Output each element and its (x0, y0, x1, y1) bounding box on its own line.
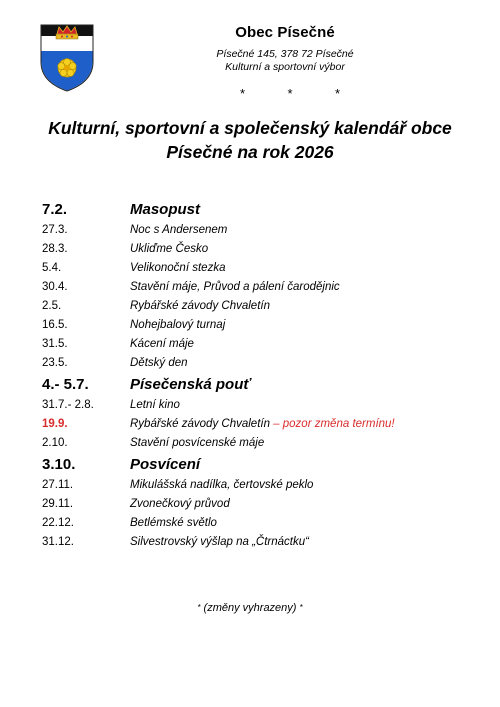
event-row (42, 297, 472, 316)
calendar-title (0, 116, 500, 164)
event-row (42, 354, 472, 373)
event-row-highlight (42, 373, 472, 396)
event-name (130, 316, 225, 335)
event-name-text: Kácení máje (130, 338, 194, 350)
event-name-text: Silvestrovský výšlap na „Čtrnáctku“ (130, 536, 309, 548)
organization-name: Obec Písečné (235, 24, 335, 41)
event-name-text: Rybářské závody Chvaletín (130, 418, 270, 430)
event-change-note: – pozor změna termínu! (269, 418, 395, 430)
event-name (130, 396, 180, 415)
event-name-text: Betlémské světlo (130, 517, 217, 529)
event-name (130, 453, 200, 476)
calendar-title-line-2: Písečné na rok 2026 (166, 142, 334, 162)
event-row (42, 533, 472, 552)
star-glyph: * (287, 86, 293, 101)
event-name (130, 297, 270, 316)
event-date: 27.3. (42, 224, 68, 236)
event-date: 2.5. (42, 300, 62, 312)
event-date: 4.- 5.7. (42, 376, 89, 393)
letterhead (190, 24, 380, 74)
event-name-text: Rybářské závody Chvaletín (130, 300, 270, 312)
event-name (130, 278, 340, 297)
event-name (130, 221, 227, 240)
event-date: 19.9. (42, 418, 68, 430)
event-row (42, 495, 472, 514)
event-name (130, 415, 395, 434)
star-glyph: * (334, 86, 340, 101)
event-name (130, 240, 208, 259)
event-name-text: Noc s Andersenem (130, 224, 228, 236)
coat-of-arms-icon (40, 24, 94, 92)
event-row (42, 240, 472, 259)
event-row-highlight (42, 198, 472, 221)
event-name (130, 259, 225, 278)
event-row (42, 259, 472, 278)
event-row-highlight (42, 453, 472, 476)
event-date: 29.11. (42, 498, 74, 510)
event-name (130, 476, 313, 495)
event-name (130, 198, 200, 221)
event-date: 31.7.- 2.8. (42, 399, 94, 411)
event-date: 5.4. (42, 262, 62, 274)
event-name-text: Dětský den (130, 357, 188, 369)
event-name-text: Písečenská pouť (130, 376, 251, 393)
event-date: 28.3. (42, 243, 68, 255)
event-name-text: Masopust (130, 201, 201, 218)
event-name-text: Ukliďme Česko (130, 243, 209, 255)
event-name-text: Nohejbalový turnaj (130, 319, 226, 331)
event-date: 2.10. (42, 437, 68, 449)
event-date: 31.5. (42, 338, 68, 350)
event-name (130, 434, 264, 453)
event-date: 3.10. (42, 456, 76, 473)
event-name (130, 354, 188, 373)
calendar-title-line-1: Kulturní, sportovní a společenský kalendář obce (48, 118, 452, 138)
event-row (42, 415, 472, 434)
footer-mark-right: * (299, 603, 303, 612)
event-row (42, 396, 472, 415)
event-date: 27.11. (42, 479, 74, 491)
event-row (42, 221, 472, 240)
star-separator (240, 86, 340, 102)
event-date: 30.4. (42, 281, 68, 293)
event-name-text: Stavění posvícenské máje (130, 437, 265, 449)
event-name-text: Stavění máje, Průvod a pálení čarodějnic (130, 281, 340, 293)
event-row (42, 278, 472, 297)
event-row (42, 476, 472, 495)
footer-note (0, 602, 500, 614)
event-row (42, 514, 472, 533)
event-name-text: Posvícení (130, 456, 201, 473)
footer-mark-left: * (197, 603, 201, 612)
event-name-text: Zvonečkový průvod (130, 498, 230, 510)
event-name (130, 335, 194, 354)
event-name-text: Velikonoční stezka (130, 262, 226, 274)
star-glyph: * (240, 86, 246, 101)
event-date: 7.2. (42, 201, 68, 218)
event-name (130, 373, 251, 396)
event-row (42, 316, 472, 335)
event-name-text: Letní kino (130, 399, 180, 411)
event-list (42, 198, 472, 552)
organization-address: Písečné 145, 378 72 Písečné (216, 48, 354, 60)
event-date: 22.12. (42, 517, 74, 529)
event-date: 23.5. (42, 357, 68, 369)
event-row (42, 434, 472, 453)
footer-text: (změny vyhrazeny) (200, 602, 300, 614)
event-name (130, 495, 230, 514)
event-name-text: Mikulášská nadílka, čertovské peklo (130, 479, 314, 491)
event-date: 31.12. (42, 536, 74, 548)
event-name (130, 514, 217, 533)
committee-name: Kulturní a sportovní výbor (225, 61, 345, 73)
event-name (130, 533, 309, 552)
event-row (42, 335, 472, 354)
event-date: 16.5. (42, 319, 68, 331)
